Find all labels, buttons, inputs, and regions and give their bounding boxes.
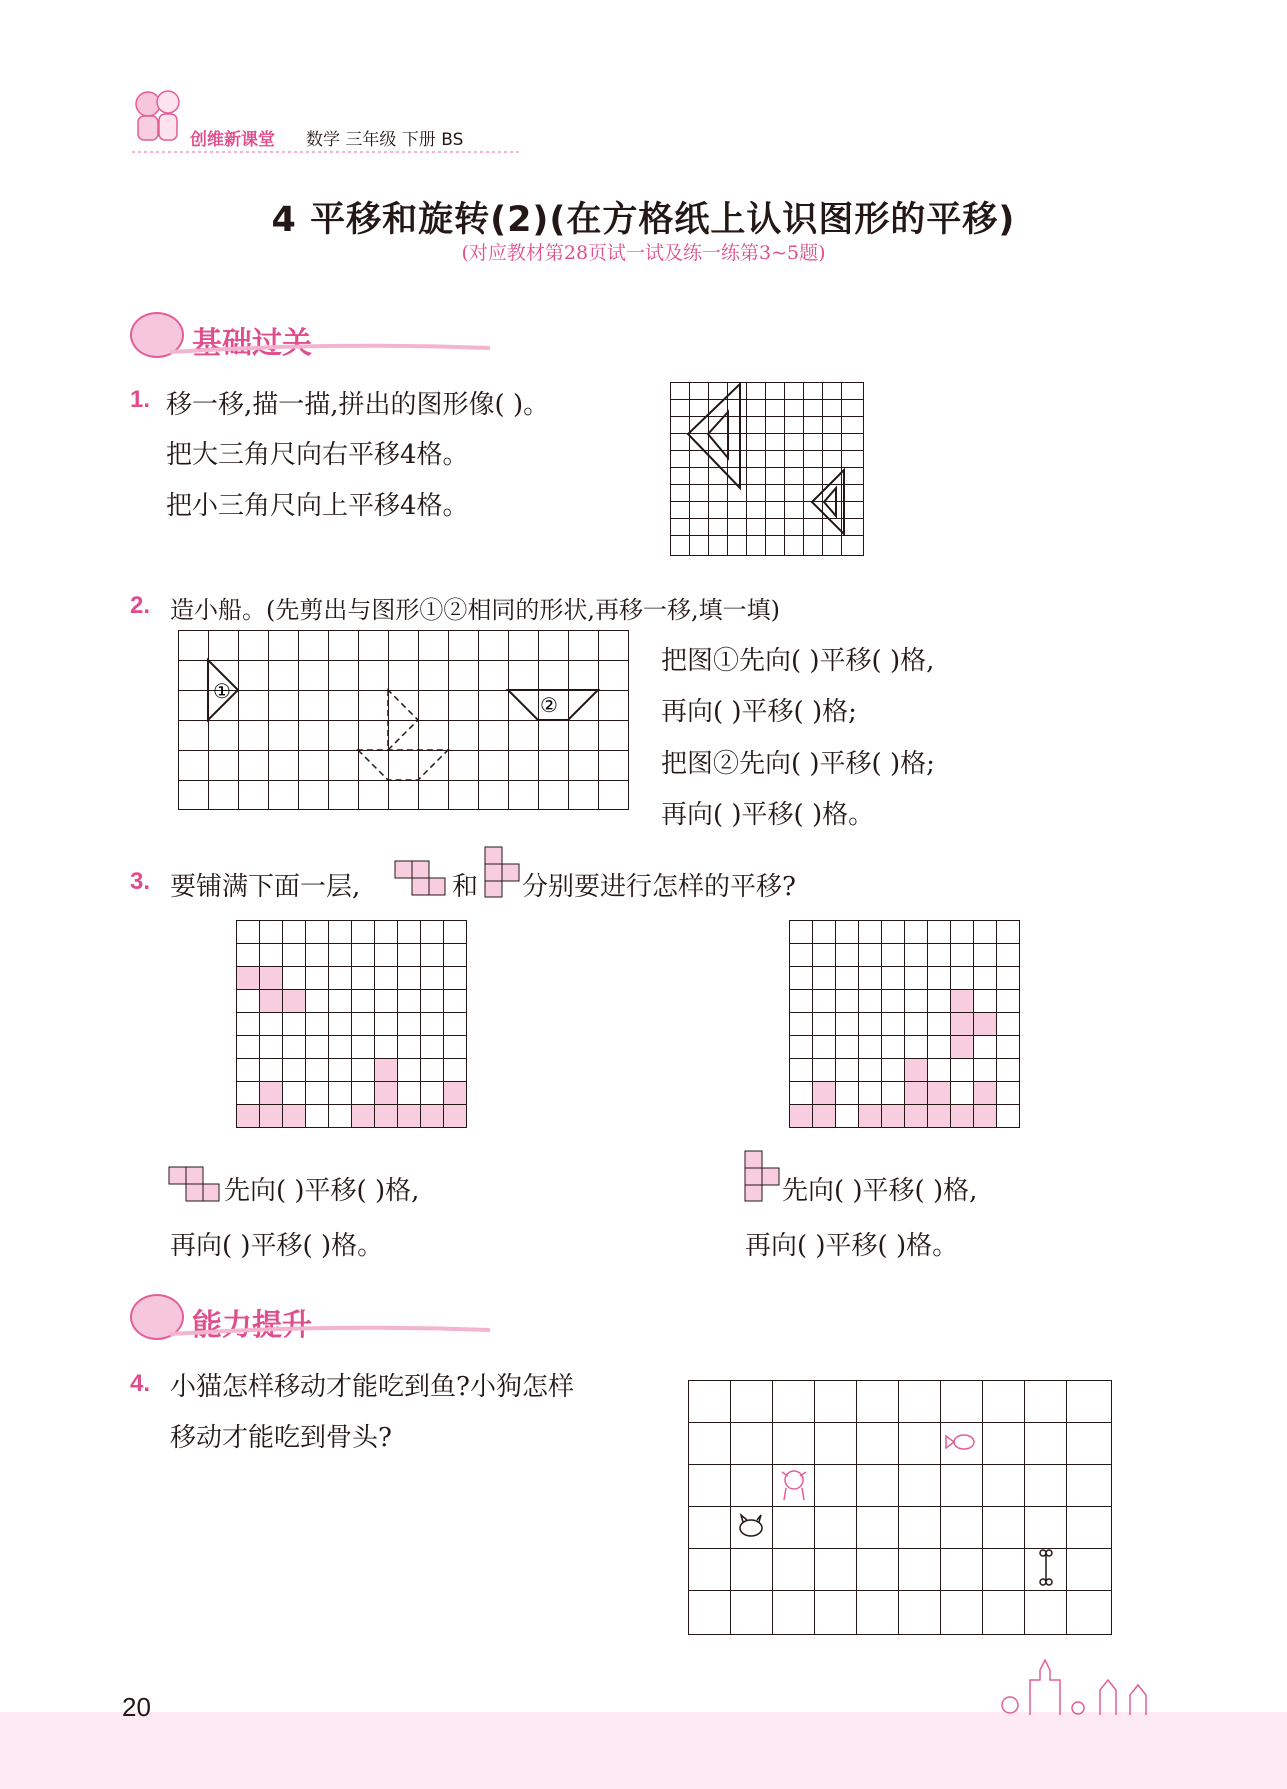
q1-grid (670, 382, 864, 556)
q4-number: 4. (130, 1370, 151, 1397)
page-title: 4 平移和旋转(2)(在方格纸上认识图形的平移) (271, 200, 1016, 240)
page-subtitle: (对应教材第28页试一试及练一练第3~5题) (461, 242, 826, 264)
q3-number: 3. (130, 868, 151, 895)
header-brand: 创维新课堂 (190, 130, 275, 150)
q3-right-answer-2: 再向( )平移( )格。 (745, 1231, 959, 1261)
header-mascot-icon (128, 88, 190, 150)
footer-castle-icon (990, 1650, 1170, 1720)
q2-answer-1: 把图①先向( )平移( )格, (661, 646, 935, 676)
q4-bone-icon (1040, 1550, 1052, 1585)
q2-answer-4: 再向( )平移( )格。 (661, 800, 875, 830)
q3-pre: 要铺满下面一层, (170, 872, 361, 902)
section-basic-swoosh (170, 342, 490, 356)
q4-dog-icon (782, 1471, 806, 1500)
q2-shape-1-label: ① (213, 679, 231, 703)
section-basic-label: 基础过关 (192, 326, 312, 361)
q3-right-answer-1: 先向( )平移( )格, (782, 1176, 978, 1206)
q1-line1: 移一移,描一描,拼出的图形像( )。 (166, 390, 550, 420)
header-rule (132, 148, 522, 156)
q3-right-answer-shape-icon (744, 1150, 780, 1202)
section-advanced-swoosh (170, 1324, 490, 1338)
page-number: 20 (122, 1692, 151, 1722)
q3-left-answer-2: 再向( )平移( )格。 (170, 1231, 384, 1261)
q4-line1: 小猫怎样移动才能吃到鱼?小狗怎样 (170, 1372, 574, 1402)
q3-grid-left (236, 920, 468, 1131)
q4-cat-icon (740, 1515, 762, 1536)
q3-left-answer-1: 先向( )平移( )格, (224, 1176, 420, 1206)
q3-shape-a-icon (394, 860, 446, 896)
q1-line3: 把小三角尺向上平移4格。 (166, 491, 469, 521)
section-advanced (130, 1294, 510, 1343)
q1-line2: 把大三角尺向右平移4格。 (166, 440, 469, 470)
section-basic (130, 312, 510, 361)
q3-grid-right (789, 920, 1021, 1131)
header-subject: 数学 三年级 下册 BS (306, 130, 464, 150)
q2-grid (178, 630, 629, 810)
q4-grid (688, 1380, 1112, 1635)
q3-post: 分别要进行怎样的平移? (522, 872, 796, 902)
q2-answer-3: 把图②先向( )平移( )格; (661, 749, 935, 779)
q2-shape-2-label: ② (540, 693, 558, 717)
q1-number: 1. (130, 386, 151, 413)
section-advanced-label: 能力提升 (192, 1308, 312, 1343)
footer-band (0, 1712, 1287, 1789)
q2-answer-2: 再向( )平移( )格; (661, 697, 857, 727)
q2-line1: 造小船。(先剪出与图形①②相同的形状,再移一移,填一填) (170, 596, 780, 624)
q3-left-answer-shape-icon (168, 1166, 220, 1202)
q3-mid: 和 (452, 872, 479, 902)
q4-line2: 移动才能吃到骨头? (170, 1423, 392, 1453)
q3-shape-b-icon (484, 846, 520, 898)
q2-number: 2. (130, 592, 151, 619)
q2-target-boat (358, 690, 448, 780)
q4-fish-icon (946, 1435, 974, 1449)
